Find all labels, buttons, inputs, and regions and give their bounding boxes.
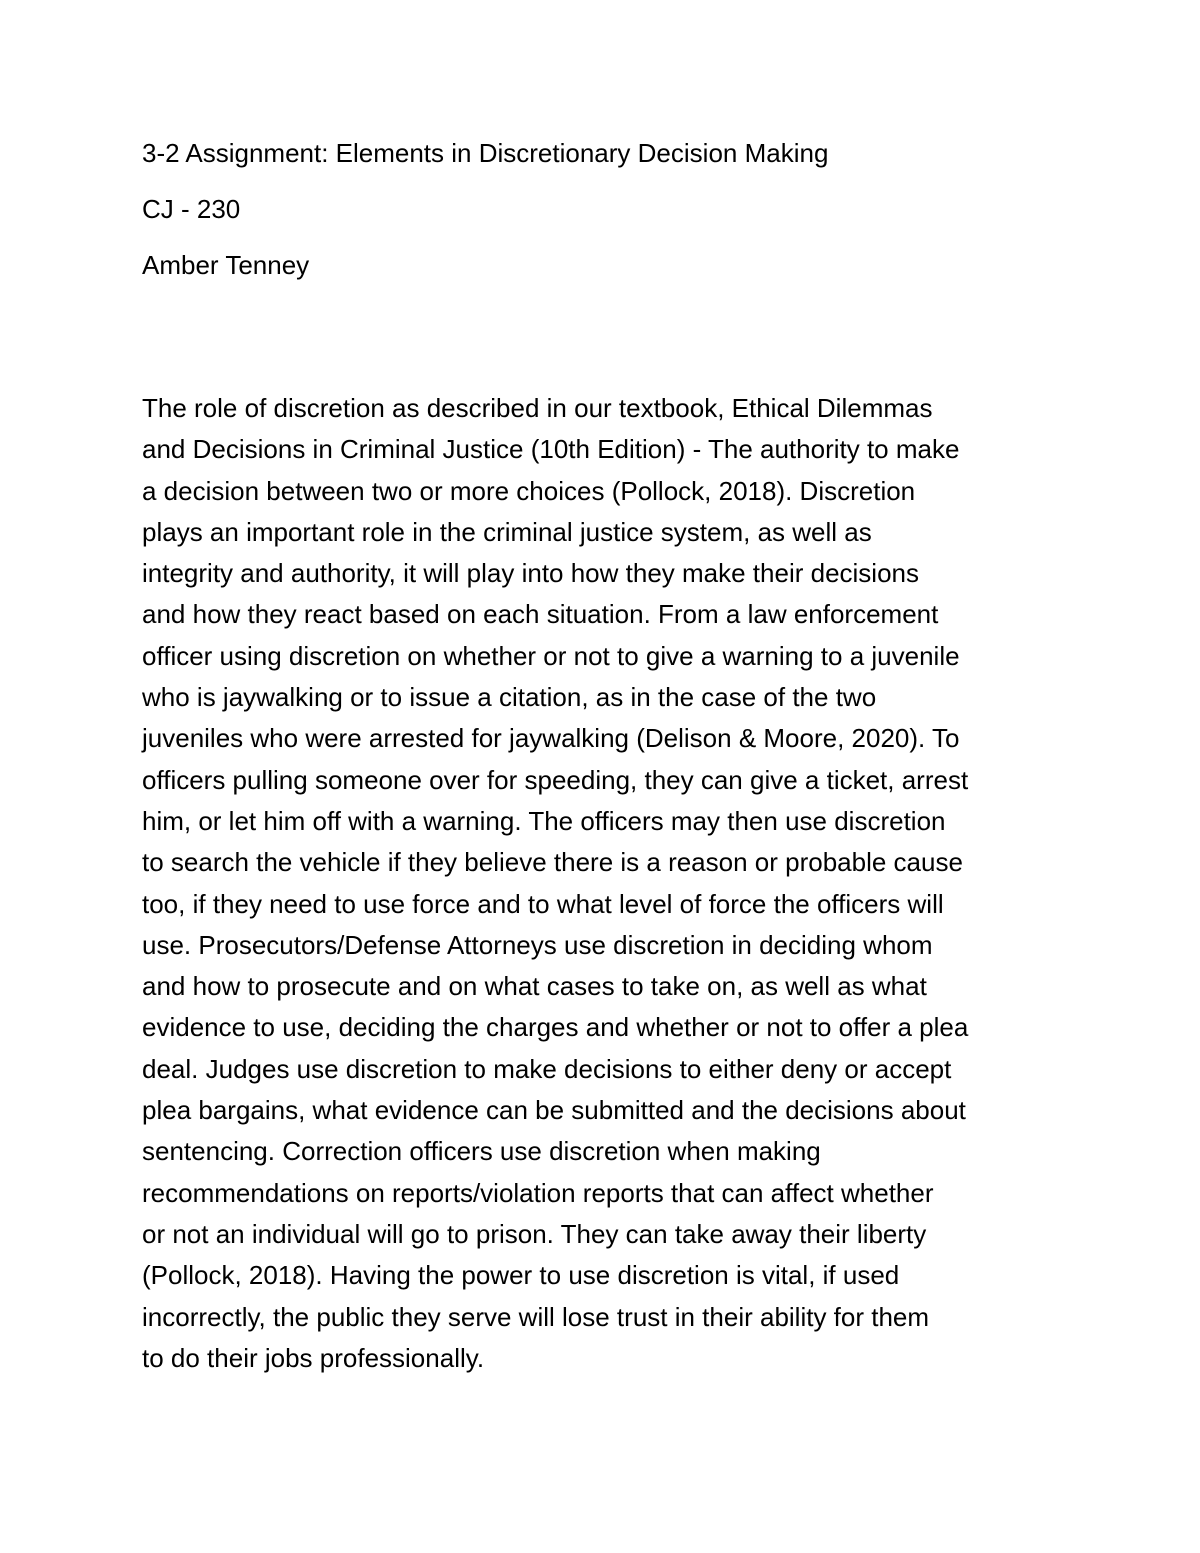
body-line: recommendations on reports/violation reports that can affect whether (142, 1177, 934, 1208)
body-line: deal. Judges use discretion to make decisions to either deny or accept (142, 1053, 952, 1084)
body-line: juveniles who were arrested for jaywalking (Delison & Moore, 2020). To (142, 723, 960, 754)
course-code: CJ - 230 (142, 194, 241, 224)
body-line: and how they react based on each situation. From a law enforcement (142, 599, 939, 630)
assignment-title: 3-2 Assignment: Elements in Discretionary Decision Making (142, 138, 829, 168)
body-line: plea bargains, what evidence can be submitted and the decisions about (142, 1095, 966, 1126)
body-line: him, or let him off with a warning. The officers may then use discretion (142, 805, 946, 836)
body-line: plays an important role in the criminal justice system, as well as (142, 516, 872, 547)
body-line: and how to prosecute and on what cases to take on, as well as what (142, 971, 927, 1002)
document-header (142, 138, 1062, 306)
body-line: a decision between two or more choices (Pollock, 2018). Discretion (142, 475, 916, 506)
body-line: or not an individual will go to prison. They can take away their liberty (142, 1218, 927, 1249)
body-line: The role of discretion as described in our textbook, Ethical Dilemmas (142, 393, 933, 423)
body-line: too, if they need to use force and to what level of force the officers will (142, 888, 944, 919)
body-line: incorrectly, the public they serve will lose trust in their ability for them (142, 1301, 930, 1332)
author-name: Amber Tenney (142, 250, 310, 280)
body-line: officer using discretion on whether or not to give a warning to a juvenile (142, 640, 960, 671)
body-line: who is jaywalking or to issue a citation, as in the case of the two (142, 682, 877, 713)
body-line: to search the vehicle if they believe there is a reason or probable cause (142, 847, 963, 878)
body-line: sentencing. Correction officers use discretion when making (142, 1136, 821, 1167)
body-line: officers pulling someone over for speeding, they can give a ticket, arrest (142, 764, 969, 795)
body-line: use. Prosecutors/Defense Attorneys use discretion in deciding whom (142, 929, 933, 960)
body-line: evidence to use, deciding the charges and whether or not to offer a plea (142, 1012, 969, 1043)
body-line: integrity and authority, it will play into how they make their decisions (142, 558, 920, 589)
body-line: (Pollock, 2018). Having the power to use discretion is vital, if used (142, 1260, 900, 1291)
body-paragraph (142, 388, 1067, 1379)
body-line: to do their jobs professionally. (142, 1342, 485, 1373)
body-line: and Decisions in Criminal Justice (10th Edition) - The authority to make (142, 434, 960, 465)
